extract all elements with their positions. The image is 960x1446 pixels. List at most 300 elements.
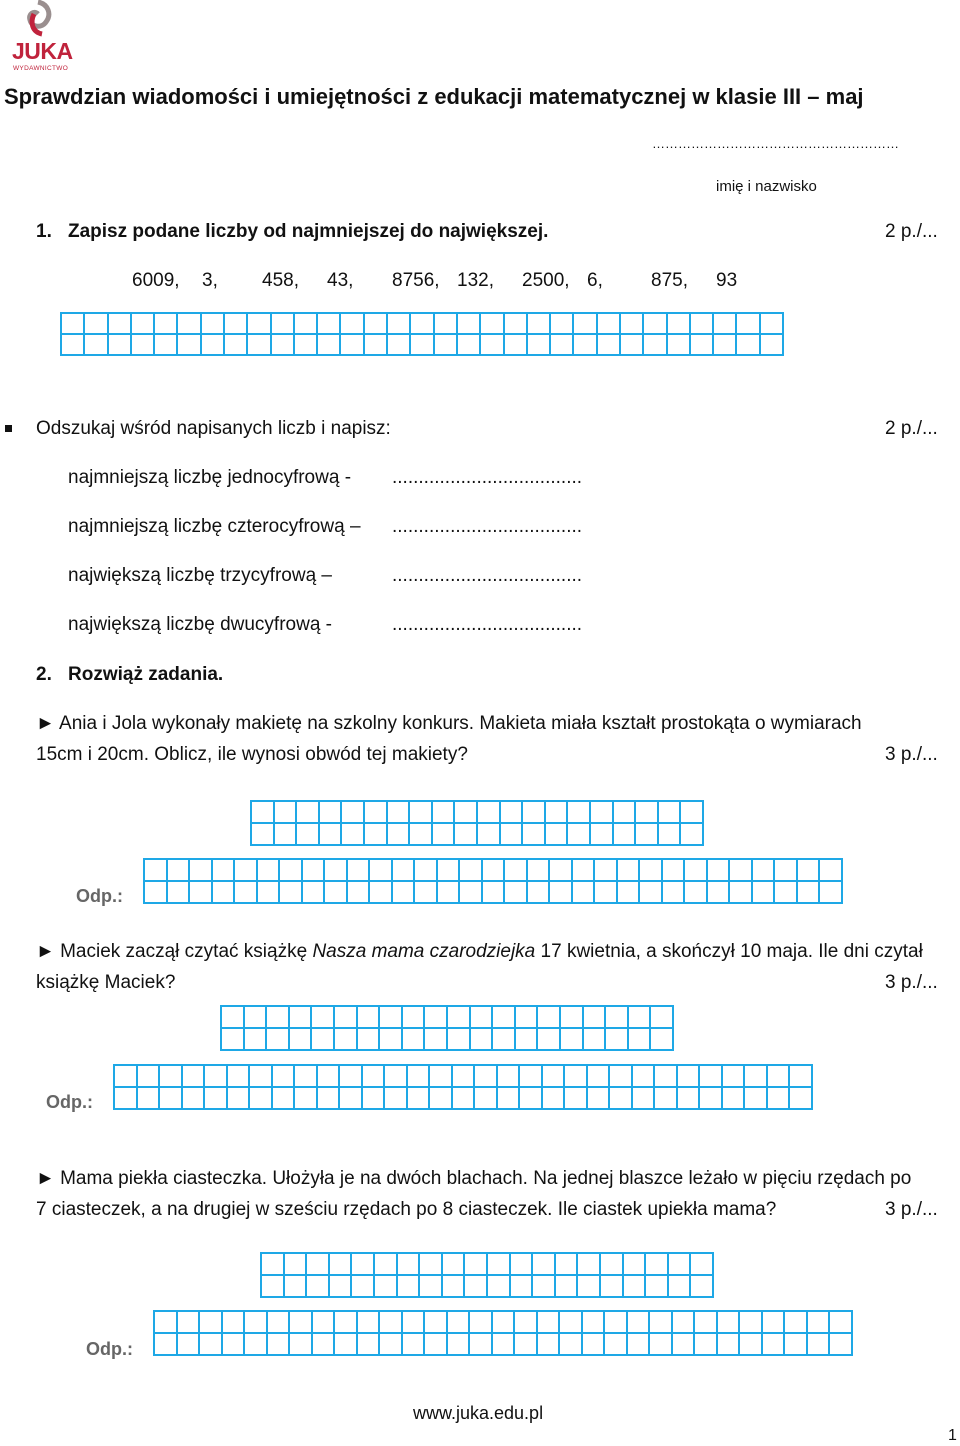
grid-cell[interactable] [723,1088,744,1108]
grid-cell[interactable] [375,1254,396,1274]
grid-cell[interactable] [370,882,391,902]
grid-cell[interactable] [430,1088,451,1108]
grid-cell[interactable] [358,1334,379,1354]
grid-cell[interactable] [341,335,362,354]
grid-cell[interactable] [303,860,324,880]
grid-cell[interactable] [415,882,436,902]
grid-cell[interactable] [268,1312,289,1332]
problem1-calc-grid[interactable] [250,800,704,846]
grid-cell[interactable] [223,1312,244,1332]
grid-cell[interactable] [352,1276,373,1296]
grid-cell[interactable] [543,1066,564,1086]
grid-cell[interactable] [798,860,819,880]
grid-cell[interactable] [775,860,796,880]
grid-cell[interactable] [403,1334,424,1354]
grid-cell[interactable] [668,314,689,333]
grid-cell[interactable] [393,882,414,902]
grid-cell[interactable] [820,882,841,902]
grid-cell[interactable] [718,1334,739,1354]
grid-cell[interactable] [365,314,386,333]
grid-cell[interactable] [132,335,153,354]
grid-cell[interactable] [348,882,369,902]
grid-cell[interactable] [573,882,594,902]
grid-cell[interactable] [538,1334,559,1354]
grid-cell[interactable] [493,1007,514,1027]
grid-cell[interactable] [714,314,735,333]
grid-cell[interactable] [528,860,549,880]
grid-cell[interactable] [335,1334,356,1354]
grid-cell[interactable] [578,1276,599,1296]
grid-cell[interactable] [385,1066,406,1086]
grid-cell[interactable] [290,1007,311,1027]
grid-cell[interactable] [160,1066,181,1086]
grid-cell[interactable] [307,1254,328,1274]
grid-cell[interactable] [245,1334,266,1354]
grid-cell[interactable] [340,1088,361,1108]
grid-cell[interactable] [478,824,499,844]
grid-cell[interactable] [498,1066,519,1086]
grid-cell[interactable] [523,824,544,844]
grid-cell[interactable] [651,1007,672,1027]
grid-cell[interactable] [636,824,657,844]
grid-cell[interactable] [808,1312,829,1332]
grid-cell[interactable] [388,335,409,354]
grid-cell[interactable] [550,882,571,902]
grid-cell[interactable] [430,1066,451,1086]
grid-cell[interactable] [574,314,595,333]
grid-cell[interactable] [178,335,199,354]
grid-cell[interactable] [267,1007,288,1027]
grid-cell[interactable] [681,802,702,822]
grid-cell[interactable] [225,314,246,333]
grid-cell[interactable] [730,882,751,902]
grid-cell[interactable] [425,1029,446,1049]
grid-cell[interactable] [595,882,616,902]
grid-cell[interactable] [318,314,339,333]
grid-cell[interactable] [498,1088,519,1108]
grid-cell[interactable] [285,1276,306,1296]
grid-cell[interactable] [583,1312,604,1332]
grid-cell[interactable] [363,1088,384,1108]
grid-cell[interactable] [624,1254,645,1274]
grid-cell[interactable] [448,1334,469,1354]
grid-cell[interactable] [655,1066,676,1086]
grid-cell[interactable] [295,335,316,354]
grid-cell[interactable] [551,335,572,354]
grid-cell[interactable] [318,335,339,354]
grid-cell[interactable] [763,1334,784,1354]
grid-cell[interactable] [820,860,841,880]
grid-cell[interactable] [318,1066,339,1086]
grid-cell[interactable] [483,882,504,902]
grid-cell[interactable] [673,1334,694,1354]
grid-cell[interactable] [178,1334,199,1354]
grid-cell[interactable] [753,882,774,902]
grid-cell[interactable] [591,802,612,822]
grid-cell[interactable] [138,1066,159,1086]
grid-cell[interactable] [737,335,758,354]
grid-cell[interactable] [433,802,454,822]
problem2-calc-grid[interactable] [220,1005,674,1051]
grid-cell[interactable] [691,335,712,354]
grid-cell[interactable] [365,802,386,822]
grid-cell[interactable] [85,314,106,333]
grid-cell[interactable] [493,1029,514,1049]
grid-cell[interactable] [573,860,594,880]
grid-cell[interactable] [433,824,454,844]
grid-cell[interactable] [618,882,639,902]
subtask-item-blank[interactable]: .................................... [392,614,583,635]
grid-cell[interactable] [235,882,256,902]
grid-cell[interactable] [659,802,680,822]
grid-cell[interactable] [533,1254,554,1274]
grid-cell[interactable] [718,1312,739,1332]
grid-cell[interactable] [290,1334,311,1354]
grid-cell[interactable] [109,314,130,333]
grid-cell[interactable] [420,1254,441,1274]
grid-cell[interactable] [295,1066,316,1086]
grid-cell[interactable] [307,1276,328,1296]
grid-cell[interactable] [393,860,414,880]
grid-cell[interactable] [205,1066,226,1086]
grid-cell[interactable] [708,882,729,902]
grid-cell[interactable] [425,1334,446,1354]
grid-cell[interactable] [501,824,522,844]
grid-cell[interactable] [223,1334,244,1354]
grid-cell[interactable] [245,1007,266,1027]
grid-cell[interactable] [583,1334,604,1354]
grid-cell[interactable] [425,1007,446,1027]
grid-cell[interactable] [673,1312,694,1332]
grid-cell[interactable] [275,802,296,822]
grid-cell[interactable] [618,860,639,880]
grid-cell[interactable] [543,1088,564,1108]
grid-cell[interactable] [478,802,499,822]
grid-cell[interactable] [380,1007,401,1027]
grid-cell[interactable] [568,824,589,844]
grid-cell[interactable] [411,335,432,354]
grid-cell[interactable] [644,335,665,354]
grid-cell[interactable] [388,314,409,333]
grid-cell[interactable] [388,824,409,844]
grid-cell[interactable] [761,314,782,333]
problem2-answer-grid[interactable] [113,1064,813,1110]
grid-cell[interactable] [250,1066,271,1086]
grid-cell[interactable] [290,1029,311,1049]
grid-cell[interactable] [460,860,481,880]
grid-cell[interactable] [245,1312,266,1332]
grid-cell[interactable] [700,1088,721,1108]
grid-cell[interactable] [488,1254,509,1274]
grid-cell[interactable] [505,314,526,333]
grid-cell[interactable] [538,1312,559,1332]
grid-cell[interactable] [370,860,391,880]
grid-cell[interactable] [629,1029,650,1049]
grid-cell[interactable] [438,882,459,902]
grid-cell[interactable] [272,335,293,354]
grid-cell[interactable] [297,824,318,844]
grid-cell[interactable] [385,1088,406,1108]
grid-cell[interactable] [574,335,595,354]
grid-cell[interactable] [481,335,502,354]
grid-cell[interactable] [435,314,456,333]
grid-cell[interactable] [493,1312,514,1332]
grid-cell[interactable] [481,314,502,333]
grid-cell[interactable] [475,1088,496,1108]
grid-cell[interactable] [275,824,296,844]
grid-cell[interactable] [753,860,774,880]
grid-cell[interactable] [614,824,635,844]
grid-cell[interactable] [830,1334,851,1354]
grid-cell[interactable] [388,802,409,822]
grid-cell[interactable] [560,1312,581,1332]
grid-cell[interactable] [798,882,819,902]
grid-cell[interactable] [273,1088,294,1108]
grid-cell[interactable] [644,314,665,333]
grid-cell[interactable] [598,314,619,333]
subtask-item-blank[interactable]: .................................... [392,565,583,586]
grid-cell[interactable] [380,1029,401,1049]
problem1-answer-grid[interactable] [143,858,843,904]
grid-cell[interactable] [605,1312,626,1332]
grid-cell[interactable] [528,882,549,902]
grid-cell[interactable] [190,882,211,902]
grid-cell[interactable] [808,1334,829,1354]
grid-cell[interactable] [342,802,363,822]
grid-cell[interactable] [561,1029,582,1049]
grid-cell[interactable] [768,1088,789,1108]
grid-cell[interactable] [341,314,362,333]
grid-cell[interactable] [633,1088,654,1108]
grid-cell[interactable] [646,1254,667,1274]
grid-cell[interactable] [565,1088,586,1108]
grid-cell[interactable] [245,1029,266,1049]
grid-cell[interactable] [375,1276,396,1296]
grid-cell[interactable] [606,1007,627,1027]
grid-cell[interactable] [515,1312,536,1332]
grid-cell[interactable] [565,1066,586,1086]
grid-cell[interactable] [511,1254,532,1274]
grid-cell[interactable] [584,1029,605,1049]
grid-cell[interactable] [398,1276,419,1296]
grid-cell[interactable] [280,860,301,880]
grid-cell[interactable] [650,1334,671,1354]
grid-cell[interactable] [505,882,526,902]
grid-cell[interactable] [235,860,256,880]
grid-cell[interactable] [325,860,346,880]
grid-cell[interactable] [448,1029,469,1049]
grid-cell[interactable] [342,824,363,844]
grid-cell[interactable] [410,824,431,844]
grid-cell[interactable] [267,1029,288,1049]
grid-cell[interactable] [335,1312,356,1332]
grid-cell[interactable] [62,335,83,354]
grid-cell[interactable] [663,882,684,902]
grid-cell[interactable] [790,1088,811,1108]
grid-cell[interactable] [740,1334,761,1354]
grid-cell[interactable] [348,860,369,880]
grid-cell[interactable] [335,1029,356,1049]
grid-cell[interactable] [295,1088,316,1108]
grid-cell[interactable] [730,860,751,880]
grid-cell[interactable] [202,335,223,354]
grid-cell[interactable] [700,1066,721,1086]
grid-cell[interactable] [420,1276,441,1296]
grid-cell[interactable] [538,1007,559,1027]
grid-cell[interactable] [588,1088,609,1108]
grid-cell[interactable] [669,1254,690,1274]
grid-cell[interactable] [556,1254,577,1274]
grid-cell[interactable] [358,1312,379,1332]
grid-cell[interactable] [453,1088,474,1108]
grid-cell[interactable] [650,1312,671,1332]
grid-cell[interactable] [252,824,273,844]
grid-cell[interactable] [493,1334,514,1354]
grid-cell[interactable] [610,1066,631,1086]
grid-cell[interactable] [520,1088,541,1108]
grid-cell[interactable] [458,314,479,333]
grid-cell[interactable] [411,314,432,333]
grid-cell[interactable] [691,314,712,333]
grid-cell[interactable] [303,882,324,902]
grid-cell[interactable] [408,1066,429,1086]
grid-cell[interactable] [629,1007,650,1027]
grid-cell[interactable] [228,1088,249,1108]
footer-url[interactable]: www.juka.edu.pl [413,1403,544,1423]
grid-cell[interactable] [398,1254,419,1274]
grid-cell[interactable] [610,1088,631,1108]
grid-cell[interactable] [505,860,526,880]
grid-cell[interactable] [213,882,234,902]
grid-cell[interactable] [380,1312,401,1332]
grid-cell[interactable] [740,1312,761,1332]
grid-cell[interactable] [471,1007,492,1027]
grid-cell[interactable] [745,1088,766,1108]
grid-cell[interactable] [168,860,189,880]
grid-cell[interactable] [588,1066,609,1086]
grid-cell[interactable] [761,335,782,354]
grid-cell[interactable] [252,802,273,822]
grid-cell[interactable] [628,1312,649,1332]
grid-cell[interactable] [455,802,476,822]
grid-cell[interactable] [358,1029,379,1049]
grid-cell[interactable] [262,1276,283,1296]
grid-cell[interactable] [768,1066,789,1086]
grid-cell[interactable] [262,1254,283,1274]
grid-cell[interactable] [313,1312,334,1332]
grid-cell[interactable] [448,1312,469,1332]
grid-cell[interactable] [178,314,199,333]
grid-cell[interactable] [601,1276,622,1296]
grid-cell[interactable] [410,802,431,822]
subtask-item-blank[interactable]: .................................... [392,467,583,488]
grid-cell[interactable] [435,335,456,354]
grid-cell[interactable] [606,1029,627,1049]
grid-cell[interactable] [403,1312,424,1332]
grid-cell[interactable] [320,802,341,822]
grid-cell[interactable] [295,314,316,333]
grid-cell[interactable] [669,1276,690,1296]
grid-cell[interactable] [551,314,572,333]
grid-cell[interactable] [145,860,166,880]
grid-cell[interactable] [651,1029,672,1049]
grid-cell[interactable] [448,1007,469,1027]
grid-cell[interactable] [358,1007,379,1027]
grid-cell[interactable] [520,1066,541,1086]
grid-cell[interactable] [578,1254,599,1274]
grid-cell[interactable] [145,882,166,902]
grid-cell[interactable] [138,1088,159,1108]
grid-cell[interactable] [160,1088,181,1108]
grid-cell[interactable] [470,1312,491,1332]
grid-cell[interactable] [312,1029,333,1049]
grid-cell[interactable] [488,1276,509,1296]
grid-cell[interactable] [455,824,476,844]
grid-cell[interactable] [363,1066,384,1086]
grid-cell[interactable] [646,1276,667,1296]
grid-cell[interactable] [636,802,657,822]
grid-cell[interactable] [313,1334,334,1354]
grid-cell[interactable] [443,1254,464,1274]
grid-cell[interactable] [250,1088,271,1108]
grid-cell[interactable] [515,1334,536,1354]
grid-cell[interactable] [340,1066,361,1086]
grid-cell[interactable] [785,1312,806,1332]
problem3-calc-grid[interactable] [260,1252,714,1298]
grid-cell[interactable] [202,314,223,333]
grid-cell[interactable] [168,882,189,902]
grid-cell[interactable] [438,860,459,880]
grid-cell[interactable] [325,882,346,902]
grid-cell[interactable] [190,860,211,880]
grid-cell[interactable] [691,1276,712,1296]
grid-cell[interactable] [380,1334,401,1354]
grid-cell[interactable] [415,860,436,880]
grid-cell[interactable] [365,824,386,844]
grid-cell[interactable] [591,824,612,844]
grid-cell[interactable] [352,1254,373,1274]
grid-cell[interactable] [830,1312,851,1332]
grid-cell[interactable] [685,882,706,902]
grid-cell[interactable] [785,1334,806,1354]
grid-cell[interactable] [280,882,301,902]
grid-cell[interactable] [471,1029,492,1049]
grid-cell[interactable] [470,1334,491,1354]
grid-cell[interactable] [595,860,616,880]
grid-cell[interactable] [640,882,661,902]
grid-cell[interactable] [297,802,318,822]
grid-cell[interactable] [685,860,706,880]
grid-cell[interactable] [225,335,246,354]
grid-cell[interactable] [678,1088,699,1108]
grid-cell[interactable] [550,860,571,880]
grid-cell[interactable] [695,1312,716,1332]
grid-cell[interactable] [453,1066,474,1086]
grid-cell[interactable] [115,1066,136,1086]
grid-cell[interactable] [659,824,680,844]
grid-cell[interactable] [465,1254,486,1274]
grid-cell[interactable] [200,1334,221,1354]
grid-cell[interactable] [115,1088,136,1108]
grid-cell[interactable] [668,335,689,354]
grid-cell[interactable] [155,335,176,354]
grid-cell[interactable] [640,860,661,880]
grid-cell[interactable] [678,1066,699,1086]
grid-cell[interactable] [155,1334,176,1354]
grid-cell[interactable] [200,1312,221,1332]
grid-cell[interactable] [501,802,522,822]
grid-cell[interactable] [183,1066,204,1086]
